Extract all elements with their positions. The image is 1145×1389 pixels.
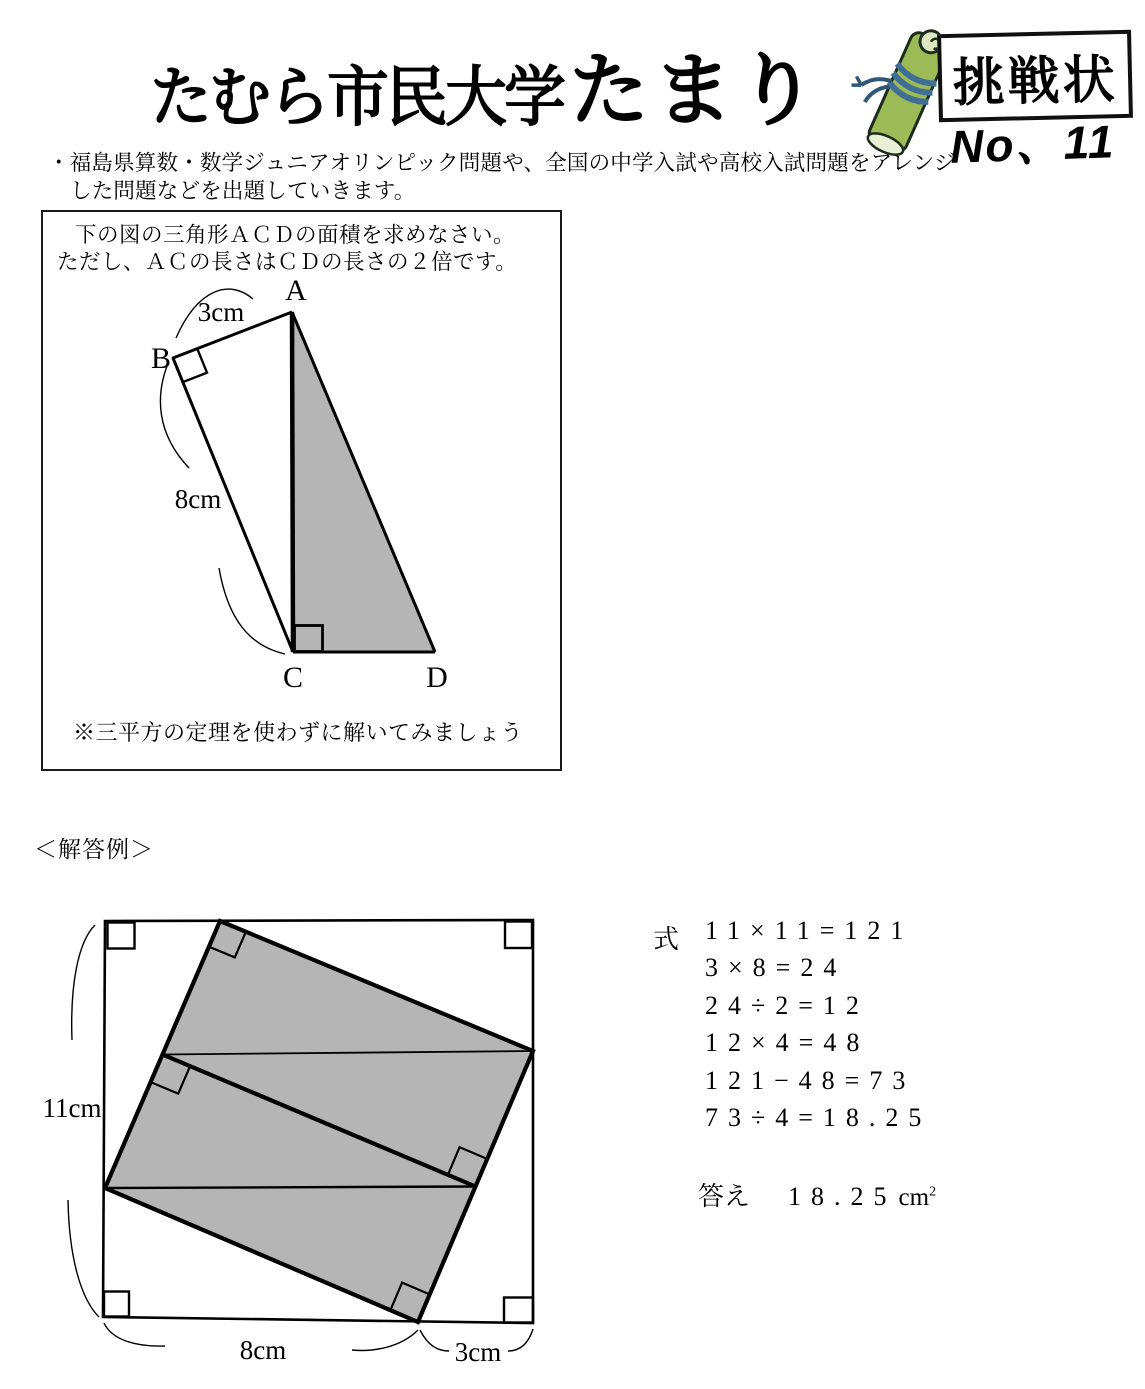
right-angle-mark-b xyxy=(173,349,207,383)
challenge-label: 挑戦状 xyxy=(951,50,1119,113)
leader-arc-11cm-lower xyxy=(68,1200,99,1317)
vertex-label-c: C xyxy=(282,661,304,694)
formula-label: 式 xyxy=(653,925,680,954)
vertex-label-a: A xyxy=(285,274,307,307)
solution-figure xyxy=(0,890,640,1389)
solution-heading: ＜解答例＞ xyxy=(34,836,154,862)
answer-value: 18.25 xyxy=(788,1182,897,1211)
page-title-sub: たまり xyxy=(569,46,822,135)
leader-arc-8cm-right xyxy=(352,1330,418,1350)
corner-mark-top-right xyxy=(505,922,532,949)
vertex-label-b: B xyxy=(150,342,172,375)
answer-row xyxy=(698,1176,936,1213)
segment-ac xyxy=(292,312,293,652)
equation-3: 24÷2=12 xyxy=(705,991,869,1020)
leader-arc-3cm-right xyxy=(508,1329,533,1351)
equation-1: 11×11=121 xyxy=(705,916,914,945)
corner-mark-top-left xyxy=(108,923,135,949)
equation-4: 12×4=48 xyxy=(705,1028,870,1057)
corner-mark-bottom-left xyxy=(104,1292,129,1317)
problem-statement-line-1: 下の図の三角形ＡＣＤの面積を求めなさい。 xyxy=(75,223,516,247)
length-label-ab: 3cm xyxy=(197,297,245,327)
equation-2: 3×8=24 xyxy=(705,953,847,982)
shaded-piece-4 xyxy=(105,1187,476,1323)
issue-number: No、11 xyxy=(949,115,1117,173)
equation-5: 121−48=73 xyxy=(705,1066,916,1095)
page-title xyxy=(150,26,821,141)
answer-label: 答え xyxy=(698,1182,751,1211)
problem-figure xyxy=(41,212,558,767)
length-label-bc: 8cm xyxy=(174,484,222,514)
corner-mark-bottom-right xyxy=(504,1298,533,1323)
problem-note: ※三平方の定理を使わずに解いてみましょう xyxy=(73,720,524,745)
length-label-3cm: 3cm xyxy=(454,1337,502,1367)
vertex-label-d: D xyxy=(426,661,448,694)
length-label-8cm: 8cm xyxy=(239,1335,287,1365)
intro-line-1: ・福島県算数・数学ジュニアオリンピック問題や、全国の中学入試や高校入試問題をアレンジ xyxy=(48,151,956,175)
cut-line-l-m2 xyxy=(105,1187,476,1189)
answer-unit: $cm^2$ xyxy=(898,1184,937,1211)
shaded-piece-1 xyxy=(163,921,534,1055)
problem-statement-line-2: ただし、ＡＣの長さはＣＤの長さの２倍です。 xyxy=(57,250,518,274)
leader-arc-8cm-left xyxy=(104,1323,165,1346)
equation-6: 73÷4=18.25 xyxy=(705,1103,932,1132)
length-label-11cm: 11cm xyxy=(42,1093,102,1123)
leader-arc-11cm-upper xyxy=(72,925,95,1040)
page-title-main: たむら市民大学 xyxy=(150,61,564,135)
intro-line-2: した問題などを出題していきます。 xyxy=(70,179,416,203)
leader-arc-3cm-left xyxy=(420,1330,449,1351)
answer-exponent: 2 xyxy=(929,1184,937,1200)
